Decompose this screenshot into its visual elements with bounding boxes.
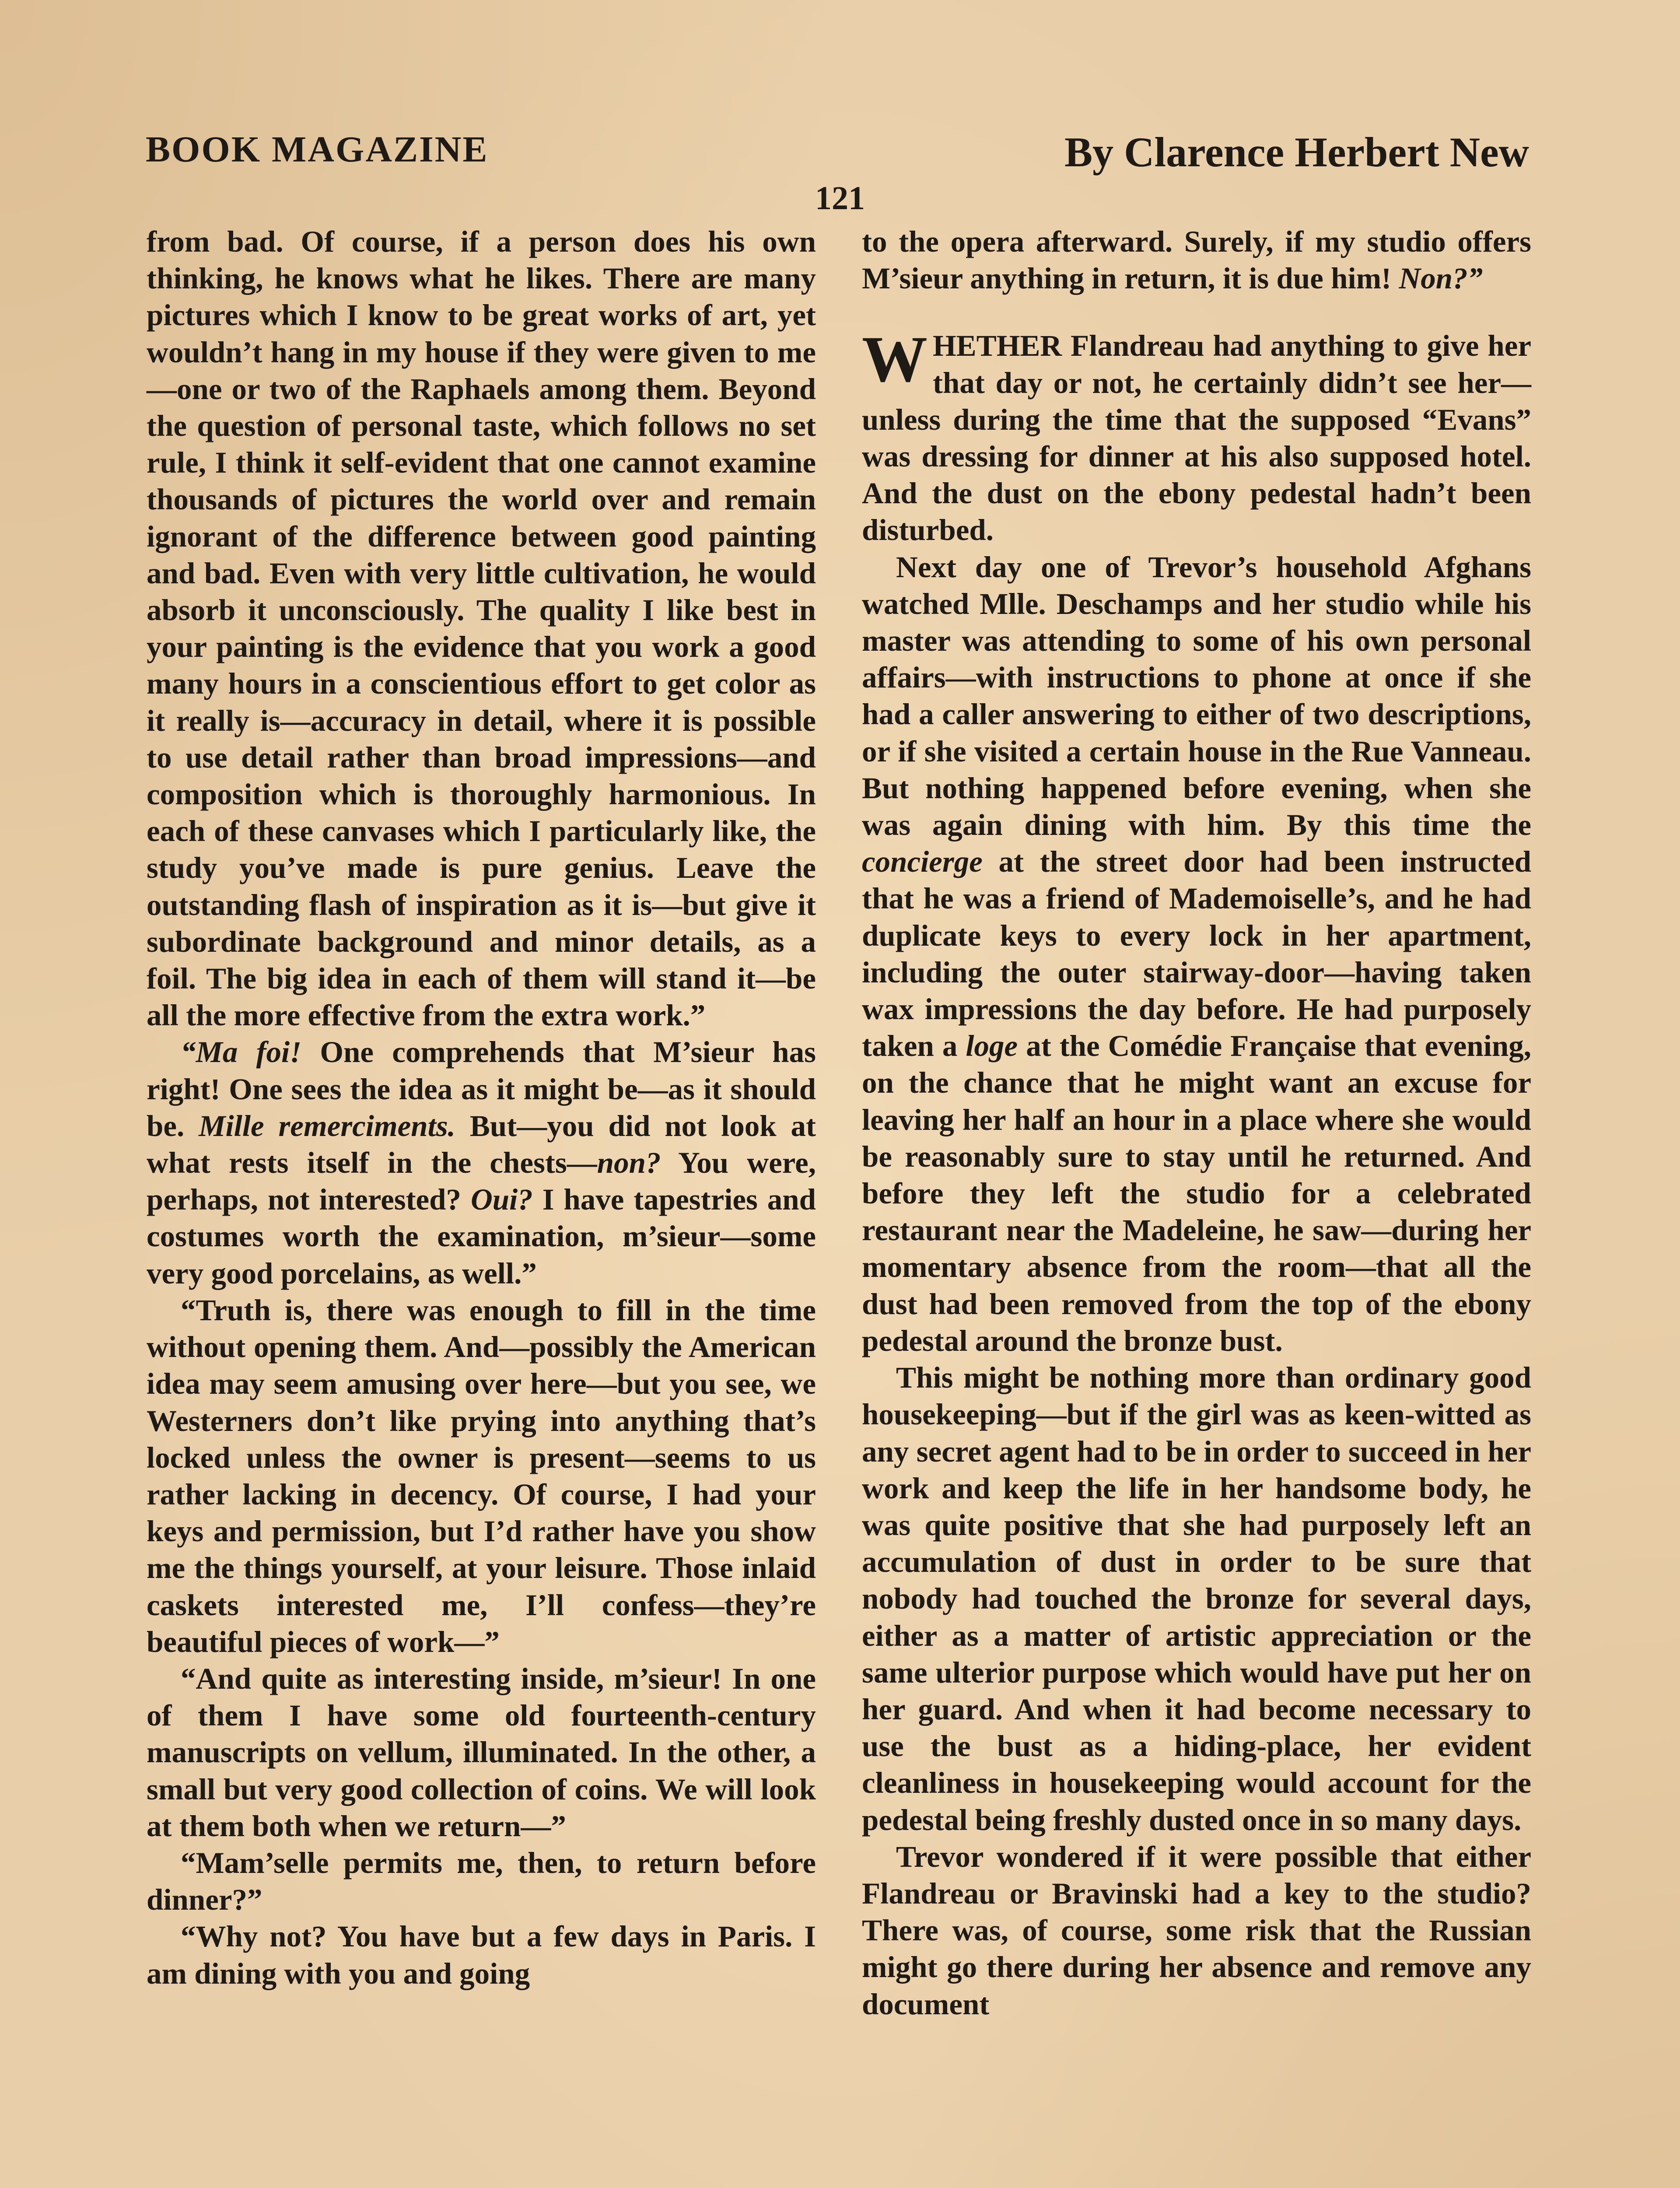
italic-phrase: Mille remerciments. [199,1109,455,1143]
left-paragraph-3: “Truth is, there was enough to fill in the time without opening them. And—possibly the American idea may seem amusing over here—but you see, we Westerners don’t like prying into anything that’s locked unless the owner is present—seems to us rather lacking in decency. Of course, I had your keys and permission, but I’d rather have you show me the things yourself, at your leisure. Those inlaid caskets interested me, I’ll confess—they’re beautiful pieces of work—” [147,1293,816,1659]
right-paragraph-5: Trevor wondered if it were possible that either Flandreau or Bravinski had a key to the studio? There was, of course, some risk that the Russian might go there during her absence and remove any document [862,1840,1531,2021]
italic-phrase: non? [597,1146,661,1180]
paragraph-text: One comprehends that M’sieur has right! One sees the idea as it might be—as it should be. [147,1035,816,1143]
paragraph-text: HETHER Flandreau had anything to give her that day or not, he certainly didn’t see her—unless during the time that the supposed “Evans” was dressing for dinner at his also supposed hotel. And the dust on the ebony pedestal hadn’t been disturbed. [862,329,1531,547]
right-paragraph-4: This might be nothing more than ordinary good housekeeping—but if the girl was as keen-witted as any secret agent had to be in order to succeed in her work and keep the life in her handsome body, he was quite positive that she had purposely left an accumulation of dust in order to be sure that nobody had touched the bronze for several days, either as a matter of artistic appreciation or the same ulterior purpose which would have put her on her guard. And when it had become necessary to use the bust as a hiding-place, her evident cleanliness in housekeeping would account for the pedestal being freshly dusted once in so many days. [862,1361,1531,1837]
italic-phrase: concierge [862,845,983,879]
left-paragraph-1: from bad. Of course, if a person does his own thinking, he knows what he likes. There are many pictures which I know to be great works of art, yet wouldn’t hang in my house if they were given to me—one or two of the Raphaels among them. Beyond the question of personal taste, which follows no set rule, I think it self-evident that one cannot examine thousands of pictures the world over and remain ignorant of the difference between good painting and bad. Even with very little cultivation, he would absorb it unconsciously. The quality I like best in your painting is the evidence that you work a good many hours in a conscientious effort to get color as it really is—accuracy in detail, where it is possible to use detail rather than broad impressions—and composition which is thoroughly harmonious. In each of these canvases which I particularly like, the study you’ve made is pure genius. Leave the outstanding flash of inspiration as it is—but give it subordinate background and minor details, as a foil. The big idea in each of them will stand it—be all the more effective from the extra work.” [147,225,816,1032]
left-paragraph-2 [147,1034,816,1291]
italic-phrase: loge [966,1029,1018,1063]
magazine-title: BOOK MAGAZINE [146,129,489,170]
paragraph-text: Next day one of Trevor’s household Afghans watched Mlle. Deschamps and her studio while his master was attending to some of his own personal affairs—with instructions to phone at once if she had a caller answering to either of two descriptions, or if she visited a certain house in the Rue Vanneau. But nothing happened before evening, when she was again dining with him. By this time the [862,550,1531,842]
paragraph-text: I have tapestries and costumes worth the examination, m’sieur—some very good porcelains, as well.” [147,1183,816,1290]
paragraph-text: at the Comédie Française that evening, on the chance that he might want an excuse for leaving her half an hour in a place where she would be reasonably sure to stay until he returned. And before they left the studio for a celebrated restaurant near the Madeleine, he saw—during her momentary absence from the room—that all the dust had been removed from the top of the ebony pedestal around the bronze bust. [862,1029,1531,1357]
page-number: 121 [815,180,865,217]
author-byline: By Clarence Herbert New [1064,129,1529,175]
left-paragraph-6: “Why not? You have but a few days in Paris. I am dining with you and going [147,1920,816,1990]
italic-phrase: Non?” [1399,262,1483,295]
paragraph-text: But—you did not look at what rests itself in the chests— [147,1109,816,1180]
italic-phrase: Oui? [470,1183,533,1217]
italic-phrase: “Ma foi! [181,1035,302,1069]
drop-cap: W [862,323,928,396]
right-paragraph-1 [862,223,1531,297]
paragraph-text: at the street door had been instructed that he was a friend of Mademoiselle’s, and he had duplicate keys to every lock in her apartment, including the outer stairway-door—having taken wax impressions the day before. He had purposely taken a [862,845,1531,1063]
left-column [147,223,816,1992]
right-paragraph-2 [862,323,1531,548]
left-paragraph-4: “And quite as interesting inside, m’sieur! In one of them I have some old fourteenth-century manuscripts on vellum, illuminated. In the other, a small but very good collection of coins. We will look at them both when we return—” [147,1662,816,1843]
right-paragraph-3 [862,549,1531,1359]
left-paragraph-5: “Mam’selle permits me, then, to return before dinner?” [147,1846,816,1917]
right-column [862,223,1531,2023]
paragraph-text: to the opera afterward. Surely, if my studio offers M’sieur anything in return, it is due him! [862,225,1531,295]
paragraph-text: You were, perhaps, not interested? [147,1146,816,1217]
